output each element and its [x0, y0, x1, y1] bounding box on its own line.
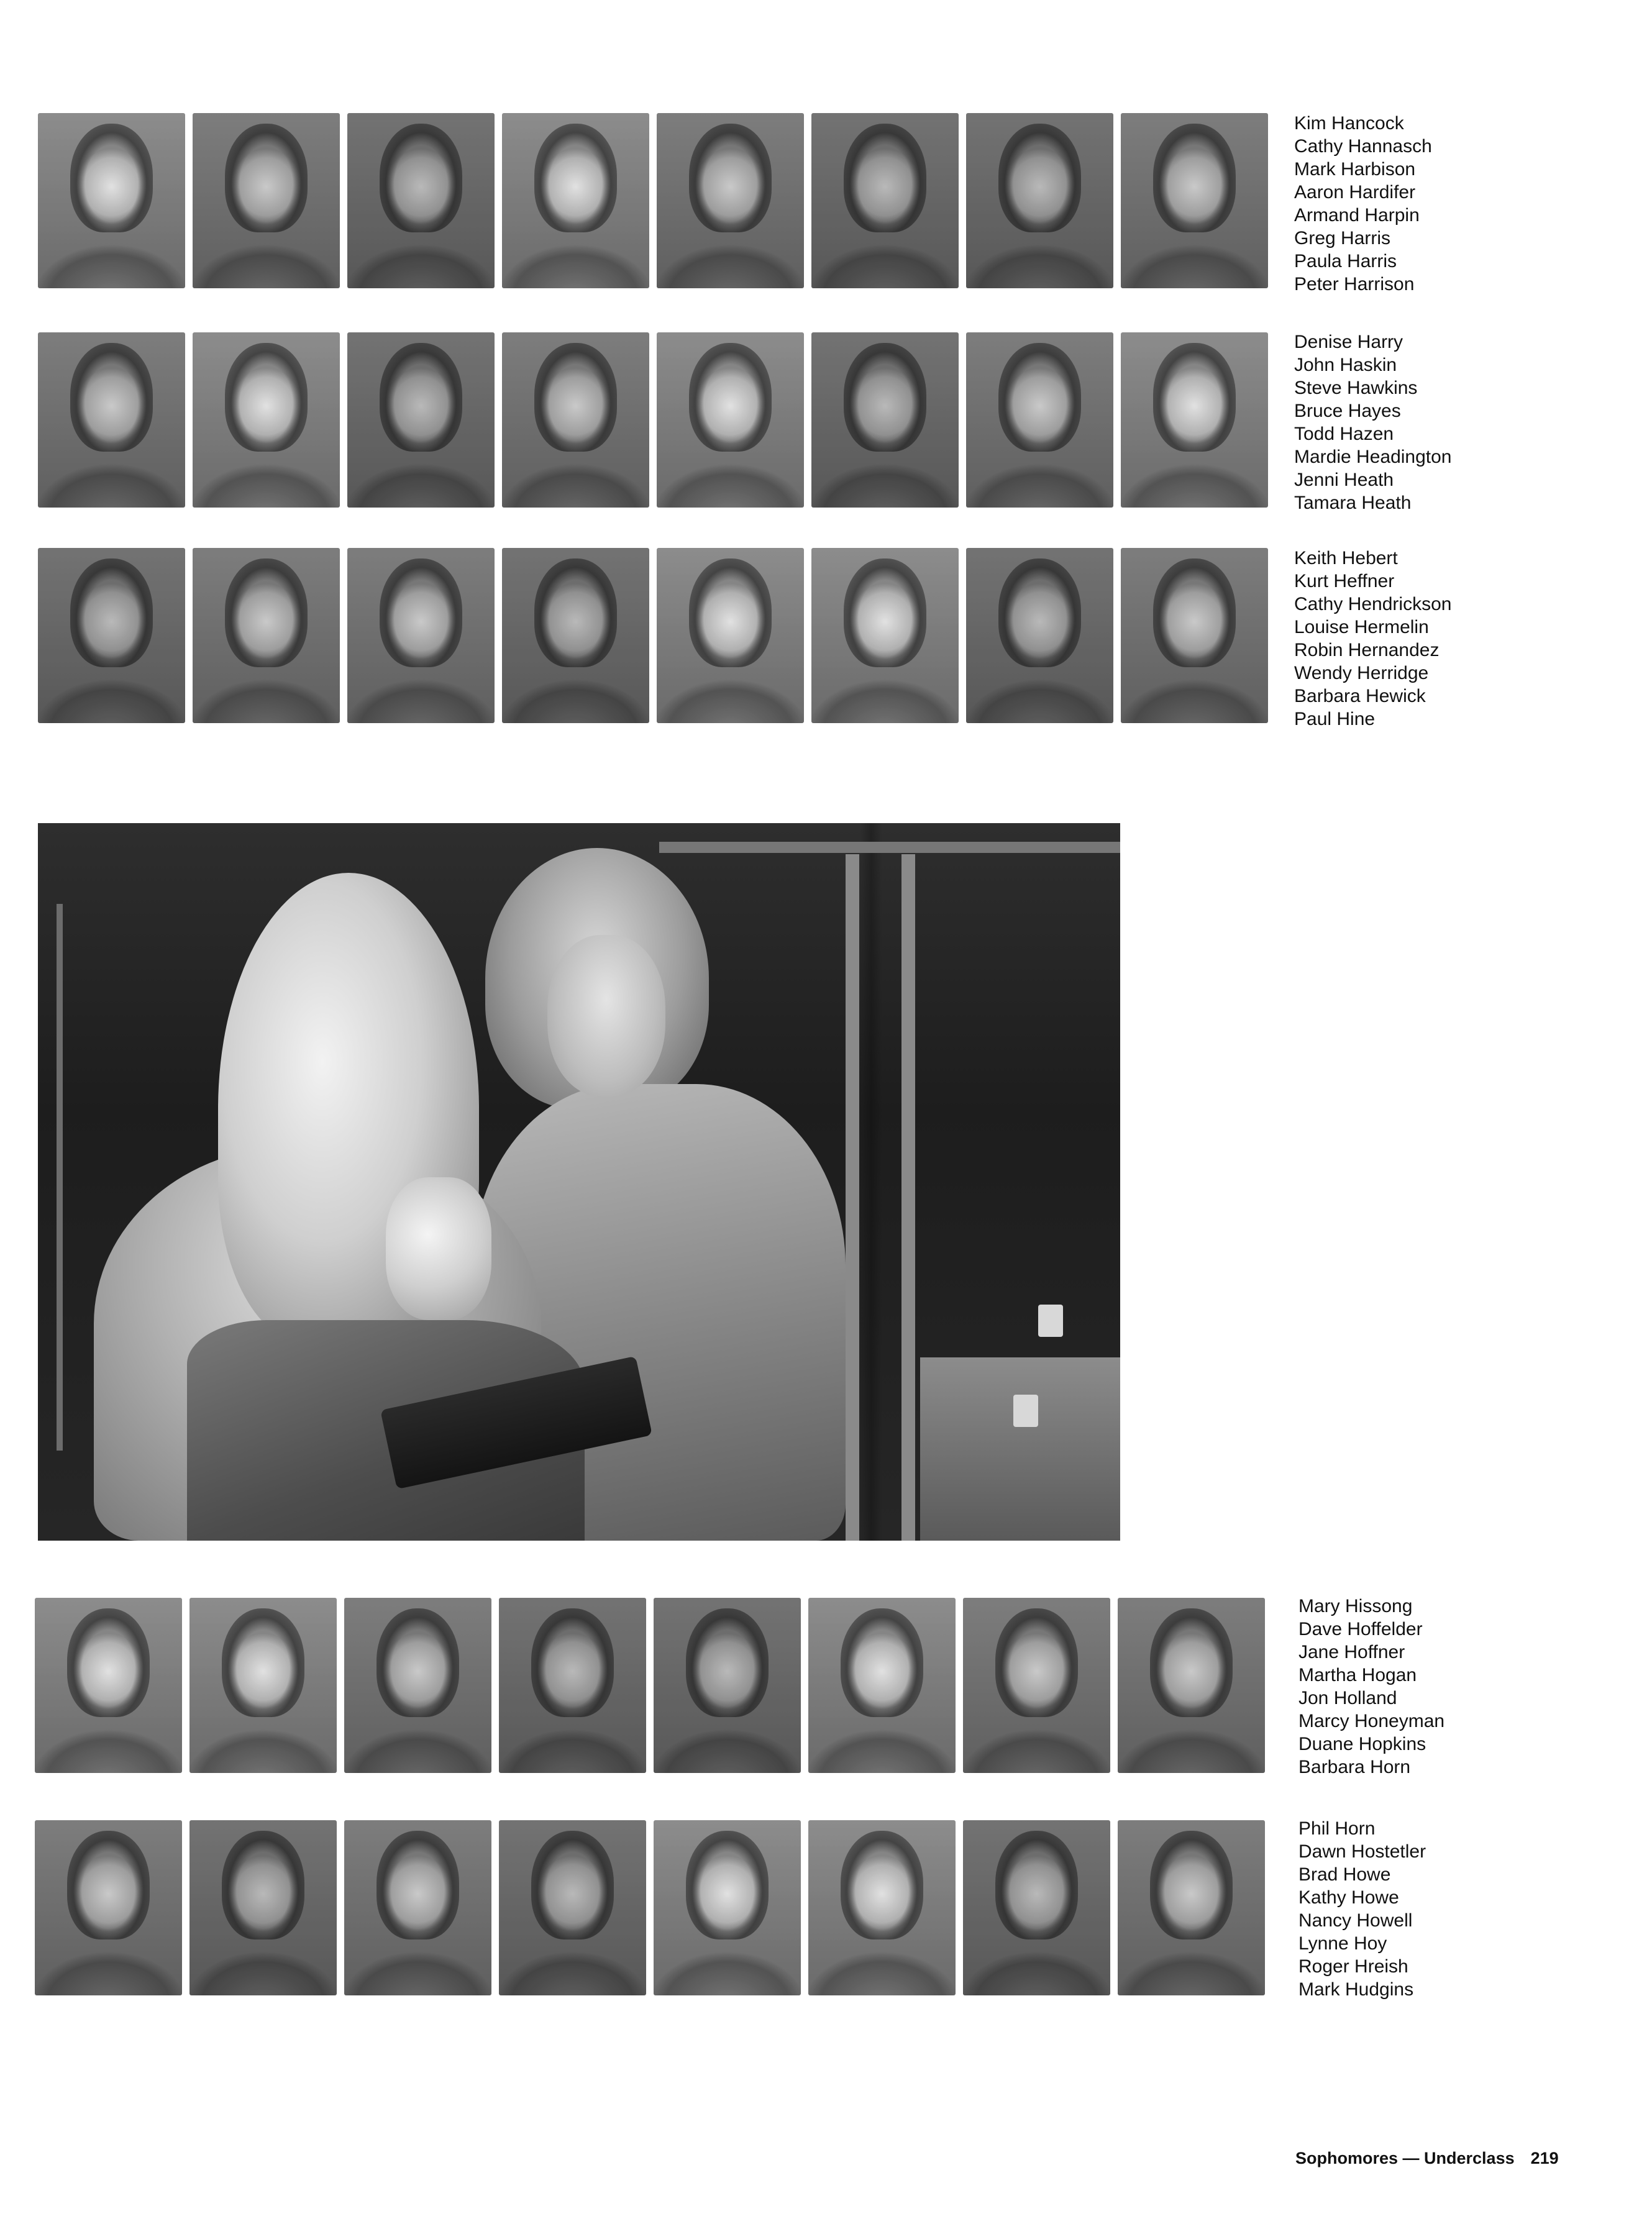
portrait-photo: [963, 1598, 1110, 1773]
student-name: Lynne Hoy: [1298, 1933, 1387, 1954]
table: [920, 1357, 1120, 1541]
portrait-photo: [1118, 1820, 1265, 1995]
student-name: Mardie Headington: [1294, 447, 1452, 467]
student-name: Roger Hreish: [1298, 1956, 1408, 1977]
student-name: Kathy Howe: [1298, 1887, 1399, 1908]
student-name: Mark Hudgins: [1298, 1979, 1414, 2000]
student-name: Cathy Hendrickson: [1294, 594, 1452, 614]
portrait-photo: [193, 113, 340, 288]
student-name: Barbara Hewick: [1294, 686, 1426, 706]
student-name: Dawn Hostetler: [1298, 1841, 1426, 1862]
man-face: [547, 935, 665, 1096]
portrait-photo: [193, 332, 340, 508]
student-name: Paula Harris: [1294, 251, 1397, 271]
portrait-photo: [657, 332, 804, 508]
student-name: Nancy Howell: [1298, 1910, 1413, 1931]
portrait-photo: [347, 548, 495, 723]
student-name: Todd Hazen: [1294, 424, 1394, 444]
student-name: John Haskin: [1294, 355, 1397, 375]
student-name: Duane Hopkins: [1298, 1734, 1426, 1754]
portrait-photo: [808, 1598, 956, 1773]
student-name: Jon Holland: [1298, 1688, 1397, 1708]
portrait-photo: [38, 332, 185, 508]
portrait-photo: [347, 113, 495, 288]
section-title: Sophomores — Underclass: [1295, 2149, 1515, 2167]
portrait-photo: [344, 1820, 491, 1995]
portrait-photo: [657, 548, 804, 723]
page-footer: [1295, 2149, 1559, 2168]
student-name: Wendy Herridge: [1294, 663, 1429, 683]
portrait-photo: [502, 113, 649, 288]
portrait-row-5: [35, 1820, 1265, 1995]
portrait-photo: [963, 1820, 1110, 1995]
portrait-photo: [966, 332, 1113, 508]
portrait-photo: [499, 1598, 646, 1773]
portrait-photo: [347, 332, 495, 508]
portrait-row-1: [38, 113, 1268, 288]
page-number: 219: [1530, 2149, 1559, 2167]
student-name: Kim Hancock: [1294, 113, 1404, 134]
portrait-row-2: [38, 332, 1268, 508]
portrait-photo: [811, 332, 959, 508]
portrait-photo: [38, 113, 185, 288]
student-name: Denise Harry: [1294, 332, 1403, 352]
portrait-photo: [502, 332, 649, 508]
cup: [1038, 1305, 1063, 1337]
student-name: Phil Horn: [1298, 1818, 1376, 1839]
name-list-4: [1298, 1595, 1444, 1779]
portrait-photo: [193, 548, 340, 723]
portrait-photo: [499, 1820, 646, 1995]
student-name: Dave Hoffelder: [1298, 1619, 1423, 1639]
student-name: Paul Hine: [1294, 709, 1376, 729]
portrait-photo: [189, 1820, 337, 1995]
name-list-5: [1298, 1817, 1426, 2001]
portrait-photo: [966, 548, 1113, 723]
portrait-photo: [654, 1820, 801, 1995]
name-list-3: [1294, 547, 1451, 731]
name-list-2: [1294, 330, 1452, 514]
portrait-photo: [344, 1598, 491, 1773]
portrait-photo: [1121, 113, 1268, 288]
door-post: [846, 854, 859, 1541]
feature-photo: [38, 823, 1120, 1541]
portrait-photo: [35, 1820, 182, 1995]
name-list-1: [1294, 112, 1432, 296]
student-name: Bruce Hayes: [1294, 401, 1401, 421]
portrait-photo: [35, 1598, 182, 1773]
student-name: Marcy Honeyman: [1298, 1711, 1445, 1731]
student-name: Brad Howe: [1298, 1864, 1391, 1885]
student-name: Keith Hebert: [1294, 548, 1398, 568]
portrait-row-3: [38, 548, 1268, 723]
pole: [57, 904, 63, 1451]
student-name: Steve Hawkins: [1294, 378, 1418, 398]
student-name: Barbara Horn: [1298, 1757, 1411, 1777]
student-name: Louise Hermelin: [1294, 617, 1429, 637]
door-frame: [659, 842, 1120, 853]
door-post: [901, 854, 915, 1541]
portrait-photo: [189, 1598, 337, 1773]
student-name: Tamara Heath: [1294, 493, 1412, 513]
student-name: Martha Hogan: [1298, 1665, 1417, 1685]
corsage: [386, 1177, 491, 1320]
portrait-photo: [811, 548, 959, 723]
portrait-photo: [502, 548, 649, 723]
portrait-photo: [1121, 548, 1268, 723]
student-name: Robin Hernandez: [1294, 640, 1440, 660]
cup: [1013, 1395, 1038, 1427]
portrait-photo: [1121, 332, 1268, 508]
student-name: Mary Hissong: [1298, 1596, 1413, 1616]
student-name: Cathy Hannasch: [1294, 136, 1432, 157]
portrait-photo: [1118, 1598, 1265, 1773]
portrait-row-4: [35, 1598, 1265, 1773]
portrait-photo: [811, 113, 959, 288]
student-name: Aaron Hardifer: [1294, 182, 1416, 203]
student-name: Mark Harbison: [1294, 159, 1416, 180]
student-name: Jenni Heath: [1294, 470, 1394, 490]
portrait-photo: [808, 1820, 956, 1995]
student-name: Kurt Heffner: [1294, 571, 1395, 591]
portrait-photo: [657, 113, 804, 288]
student-name: Greg Harris: [1294, 228, 1391, 248]
portrait-photo: [654, 1598, 801, 1773]
portrait-photo: [38, 548, 185, 723]
student-name: Jane Hoffner: [1298, 1642, 1405, 1662]
student-name: Armand Harpin: [1294, 205, 1420, 226]
student-name: Peter Harrison: [1294, 274, 1415, 294]
portrait-photo: [966, 113, 1113, 288]
